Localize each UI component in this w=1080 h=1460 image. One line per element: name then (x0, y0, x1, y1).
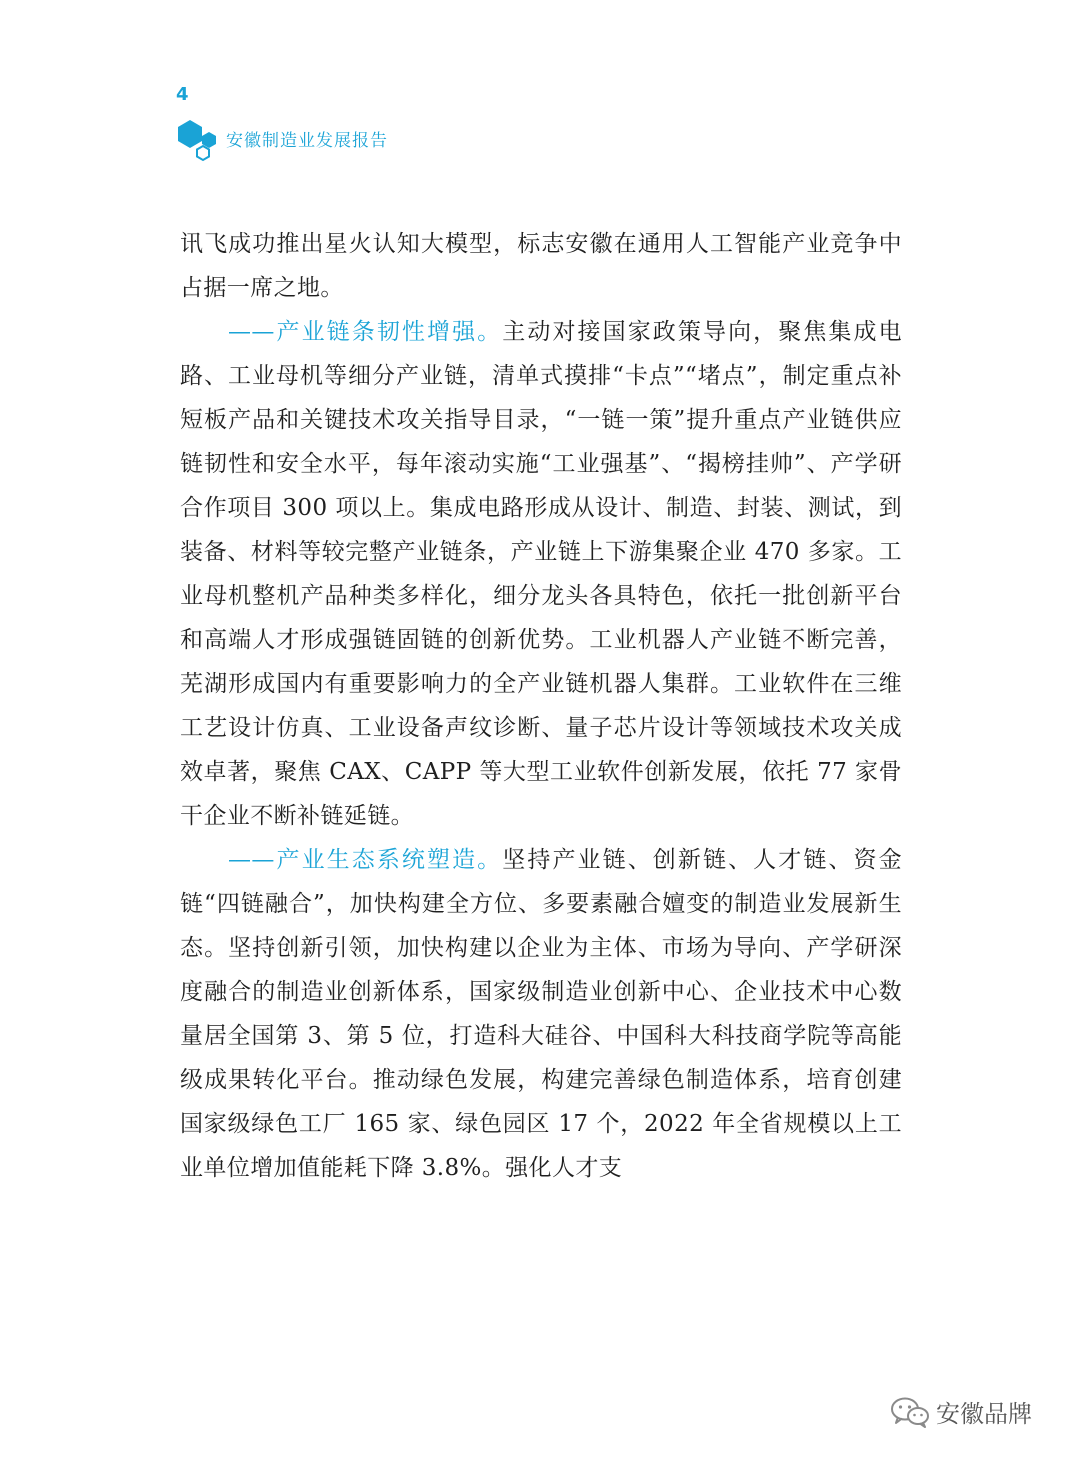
section-heading-supply-chain-resilience: ——产业链条韧性增强。 (228, 319, 503, 345)
page-number: 4 (176, 84, 189, 105)
paragraph-3 (180, 838, 902, 1190)
watermark (890, 1394, 1032, 1429)
paragraph-1: 讯飞成功推出星火认知大模型，标志安徽在通用人工智能产业竞争中占据一席之地。 (180, 231, 902, 301)
running-header (172, 116, 388, 166)
wechat-icon (890, 1396, 930, 1428)
paragraph-2-text: 主动对接国家政策导向，聚焦集成电路、工业母机等细分产业链，清单式摸排“卡点”“堵点”，制定重点补短板产品和关键技术攻关指导目录，“一链一策”提升重点产业链供应链韧性和安全水平，每年滚动实施“工业强基”、“揭榜挂帅”、产学研合作项目 300 项以上。集成电路形成从设计、制造、封装、测试，到装备、材料等较完整产业链条，产业链上下游集聚企业 470 多家。工业母机整机产品种类多样化，细分龙头各具特色，依托一批创新平台和高端人才形成强链固链的创新优势。工业机器人产业链不断完善，芜湖形成国内有重要影响力的全产业链机器人集群。工业软件在三维工艺设计仿真、工业设备声纹诊断、量子芯片设计等领域技术攻关成效卓著，聚焦 CAX、CAPP 等大型工业软件创新发展，依托 77 家骨干企业不断补链延链。 (180, 319, 902, 829)
section-heading-industrial-ecosystem: ——产业生态系统塑造。 (228, 847, 503, 873)
watermark-text: 安徽品牌 (936, 1400, 1032, 1428)
paragraph-3-text: 坚持产业链、创新链、人才链、资金链“四链融合”，加快构建全方位、多要素融合嬗变的制造业发展新生态。坚持创新引领，加快构建以企业为主体、市场为导向、产学研深度融合的制造业创新体系，国家级制造业创新中心、企业技术中心数量居全国第 3、第 5 位，打造科大硅谷、中国科大科技商学院等高能级成果转化平台。推动绿色发展，构建完善绿色制造体系，培育创建国家级绿色工厂 165 家、绿色园区 17 个，2022 年全省规模以上工业单位增加值能耗下降 3.8%。强化人才支 (180, 847, 902, 1181)
hexagon-cluster-icon (172, 116, 222, 166)
book-title: 安徽制造业发展报告 (226, 131, 388, 151)
body-text (180, 222, 902, 1190)
paragraph-2 (180, 310, 902, 838)
